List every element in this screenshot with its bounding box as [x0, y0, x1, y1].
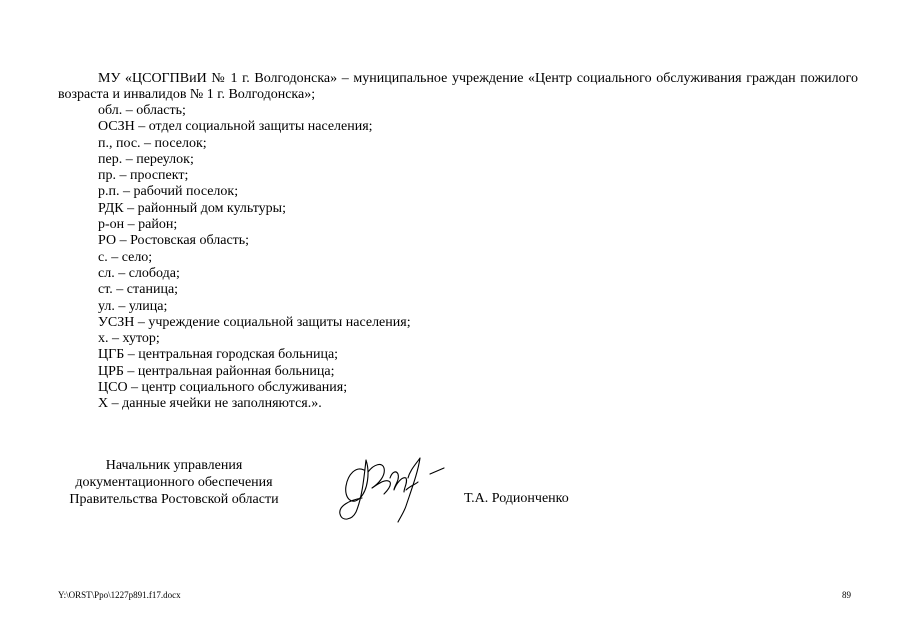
position-line: Начальник управления — [105, 458, 243, 473]
intro-paragraph: МУ «ЦСОГПВиИ № 1 г. Волгодонска» – муниципальное учреждение «Центр социального обслуживания граждан пожилого возраста и инвалидов № 1 г. Волгодонска»; — [58, 71, 858, 102]
signer-name: Т.А. Родионченко — [464, 491, 569, 506]
abbreviation-item: РДК – районный дом культуры; — [98, 200, 286, 216]
abbreviation-item: х. – хутор; — [98, 331, 160, 347]
abbreviation-item: р.п. – рабочий поселок; — [98, 184, 239, 200]
abbreviation-item: обл. – область; — [98, 103, 186, 118]
abbreviation-item: пр. – проспект; — [98, 168, 189, 184]
signer-position — [58, 457, 290, 508]
abbreviation-item: с. – село; — [98, 249, 153, 265]
abbreviation-item: сл. – слобода; — [98, 265, 180, 281]
abbreviation-item: УСЗН – учреждение социальной защиты населения; — [98, 314, 411, 330]
position-line: документационного обеспечения — [75, 475, 273, 490]
abbreviation-item: пер. – переулок; — [98, 151, 194, 167]
abbreviation-item: ул. – улица; — [98, 298, 168, 314]
abbreviation-item: ЦРБ – центральная районная больница; — [98, 363, 335, 379]
abbreviation-list — [98, 103, 411, 413]
footer-file-path: Y:\ORST\Ppo\1227p891.f17.docx — [58, 590, 181, 600]
abbreviation-item: ЦСО – центр социального обслуживания; — [98, 380, 348, 396]
abbreviation-item: РО – Ростовская область; — [98, 233, 250, 249]
abbreviation-item: Х – данные ячейки не заполняются.». — [98, 396, 322, 412]
abbreviation-item: р-он – район; — [98, 217, 178, 233]
abbreviation-item: ст. – станица; — [98, 282, 179, 298]
abbreviation-item: ОСЗН – отдел социальной защиты населения; — [98, 119, 373, 135]
abbreviation-item: п., пос. – поселок; — [98, 135, 207, 151]
page-number: 89 — [842, 590, 851, 600]
handwritten-signature — [334, 448, 446, 528]
position-line: Правительства Ростовской области — [69, 492, 279, 507]
abbreviation-item: ЦГБ – центральная городская больница; — [98, 347, 339, 363]
